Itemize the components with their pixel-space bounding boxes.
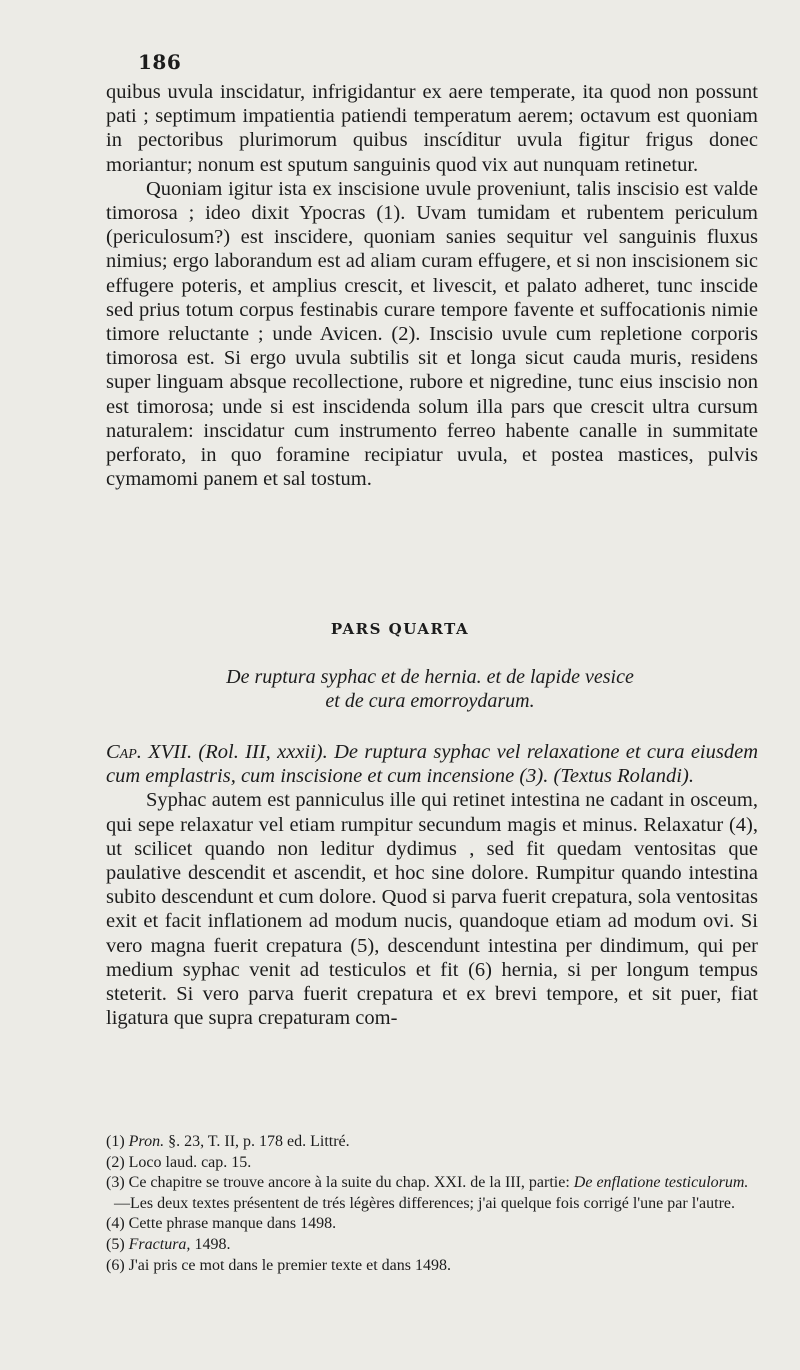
paragraph-1: quibus uvula inscidatur, infrigidantur ex aere temperate, ita quod non possunt pati ; septimum impatientia patiendi temperatum aerem; octavum est quoniam in pectoribus plurimorum quibus inscíditur uvula figitur frigus donec moriantur; nonum est sputum sanguinis quod vix aut nunquam retinetur.: [106, 81, 758, 176]
main-text: [106, 80, 758, 491]
footnotes: [106, 1132, 758, 1276]
page-number: 186: [138, 50, 182, 74]
footnote-1-ref: Pron.: [128, 1133, 165, 1150]
footnote-5-word: Fractura,: [128, 1235, 191, 1253]
footnote-4: (4) Cette phrase manque dans 1498.: [106, 1215, 337, 1233]
footnote-1-number: (1): [106, 1133, 125, 1150]
chapter-reference: (Rol. III, xxxii).: [198, 741, 328, 763]
footnote-3-text-2: —Les deux textes présentent de trés légères differences; j'ai quelque fois corrigé l'une par l'autre.: [114, 1194, 735, 1212]
chapter-block: [106, 740, 758, 1030]
subtitle-line-2: et de cura emorroydarum.: [325, 690, 535, 712]
footnote-5-text: 1498.: [190, 1235, 231, 1253]
footnote-1-text: §. 23, T. II, p. 178 ed. Littré.: [164, 1133, 350, 1150]
section-title: PARS QUARTA: [330, 620, 470, 638]
section-subtitle: [150, 665, 710, 713]
chapter-paragraph-1: Syphac autem est panniculus ille qui retinet intestina ne cadant in osceum, qui sepe relaxatur vel etiam rumpitur secundum magis et minus. Relaxatur (4), ut scilicet quando non leditur dydimus , sed fit quedam ventositas que paulative descendit et ascendit, et hoc sine dolore. Rumpitur quando intestina subito descendunt et cum dolore. Quod si parva fuerit crepatura, sola ventositas exit et facit inflationem ad modum nucis, quandoque etiam ad modum ovi. Si vero magna fuerit crepatura (5), descendunt intestina per dindimum, qui per medium syphac venit ad testiculos et fit (6) hernia, si per longum tempus steterit. Si vero parva fuerit crepatura et ex brevi tempore, et sit puer, fiat ligatura que supra crepaturam com-: [106, 789, 758, 1030]
footnote-3-text: (3) Ce chapitre se trouve ancore à la suite du chap. XXI. de la III, partie:: [106, 1174, 574, 1192]
footnote-6: (6) J'ai pris ce mot dans le premier texte et dans 1498.: [106, 1256, 451, 1274]
chapter-heading: [106, 740, 758, 788]
subtitle-line-1: De ruptura syphac et de hernia. et de lapide vesice: [226, 666, 634, 688]
chapter-number: XVII.: [148, 741, 193, 763]
footnote-5: [106, 1235, 758, 1256]
chapter-title: De ruptura syphac vel relaxatione et cura eiusdem cum emplastris, cum inscisione et cum incensione (3).: [106, 741, 758, 788]
footnote-2: (2) Loco laud. cap. 15.: [106, 1153, 252, 1171]
footnote-3-title: De enflatione testiculorum.: [573, 1174, 749, 1192]
chapter-label: Cap.: [106, 741, 142, 763]
chapter-source: (Textus Rolandi).: [553, 765, 694, 788]
paragraph-2: Quoniam igitur ista ex inscisione uvule proveniunt, talis inscisio est valde timorosa ; ideo dixit Ypocras (1). Uvam tumidam et rubentem periculum (periculosum?) est inscidere, quoniam sanies sequitur vel sanguinis fluxus nimius; ergo laborandum est ad aliam curam effugere, et si non inscisionem sic effugere poteris, et amplius crescit, et livescit, et palato adheret, tunc inscide sed prius totum corpus festinabis curare tempore favente et suffocationis nimie timore reluctante ; unde Avicen. (2). Inscisio uvule cum repletione corporis timorosa est. Si ergo uvula subtilis sit et longa sicut cauda muris, residens super linguam absque recollectione, rubore et nigredine, tunc eius inscisio non est timorosa; unde si est inscidenda solum illa pars que crescit ultra cursum naturalem: inscidatur cum instrumento ferreo habente canalle in summitate perforato, in quo foramine recipiatur uvula, et postea mastices, pulvis cymamomi panem et sal tostum.: [106, 177, 758, 491]
footnote-1: [106, 1132, 758, 1153]
footnote-5-number: (5): [106, 1235, 129, 1253]
footnote-3: [106, 1173, 758, 1214]
